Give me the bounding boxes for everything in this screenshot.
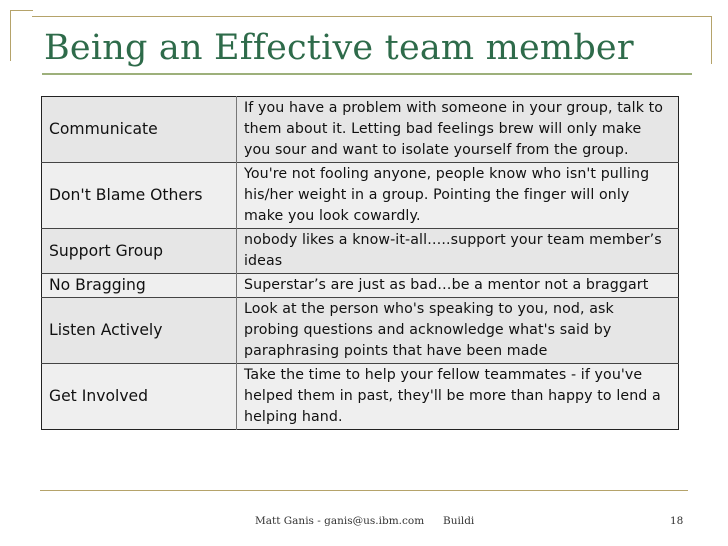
row-label: Listen Actively (42, 298, 237, 364)
row-label: Support Group (42, 229, 237, 274)
row-label: No Bragging (42, 274, 237, 298)
corner-decoration (10, 10, 33, 61)
title-underline (42, 73, 692, 75)
row-label: Get Involved (42, 364, 237, 430)
table-row (42, 364, 679, 430)
footer-author: Matt Ganis - ganis@us.ibm.com (255, 515, 425, 527)
row-description: Take the time to help your fellow teammates - if you've helped them in past, they'll be more than happy to lend a helping hand. (237, 364, 679, 430)
row-label: Communicate (42, 97, 237, 163)
right-rule (711, 16, 712, 64)
table-row (42, 298, 679, 364)
footer-rule (40, 490, 688, 491)
row-description: If you have a problem with someone in your group, talk to them about it. Letting bad feelings brew will only make you sour and want to isolate yourself from the group. (237, 97, 679, 163)
slide-title: Being an Effective team member (44, 28, 634, 68)
table-row (42, 163, 679, 229)
row-description: nobody likes a know-it-all…..support your team member’s ideas (237, 229, 679, 274)
row-description: Look at the person who's speaking to you, nod, ask probing questions and acknowledge what's said by paraphrasing points that have been made (237, 298, 679, 364)
table-row (42, 97, 679, 163)
tips-table (41, 96, 679, 430)
row-label: Don't Blame Others (42, 163, 237, 229)
row-description: Superstar’s are just as bad…be a mentor not a braggart (237, 274, 679, 298)
top-rule (32, 16, 712, 17)
page-number: 18 (670, 515, 684, 527)
table-row (42, 229, 679, 274)
table-row (42, 274, 679, 298)
row-description: You're not fooling anyone, people know who isn't pulling his/her weight in a group. Pointing the finger will only make you look cowardly. (237, 163, 679, 229)
footer-subtitle: Buildi (443, 515, 475, 527)
